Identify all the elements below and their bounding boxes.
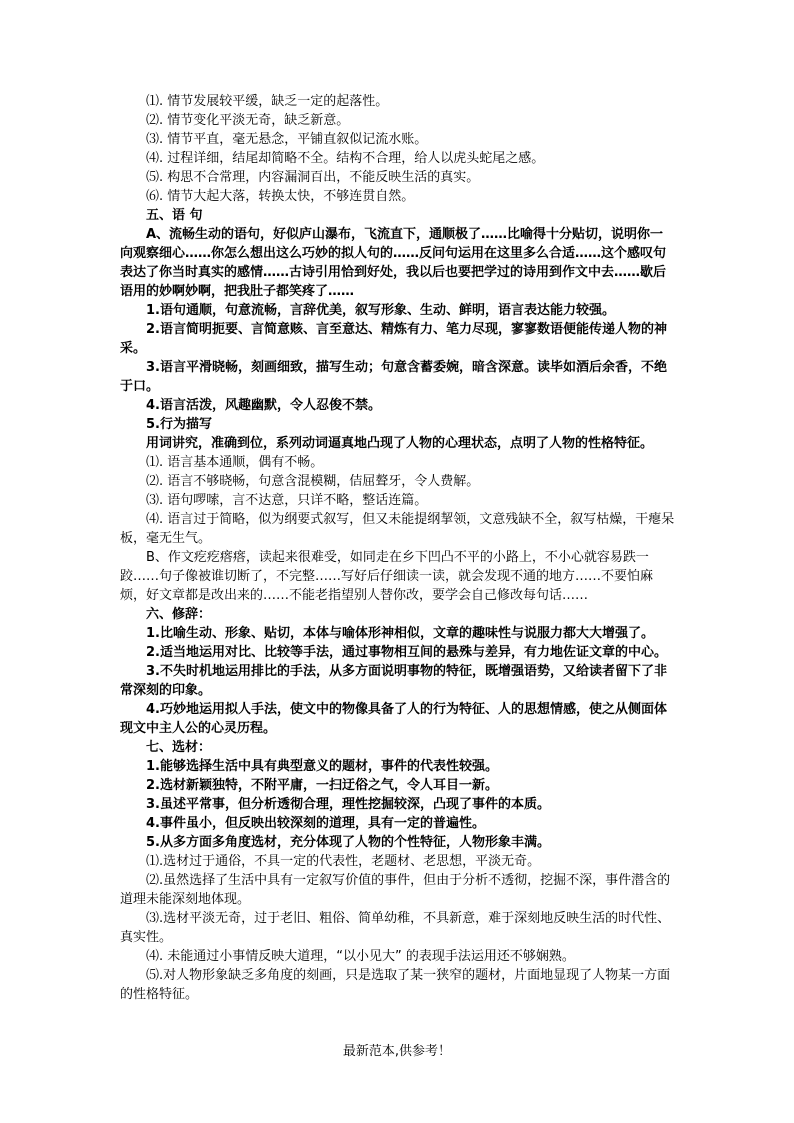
page-footer: 最新范本,供参考！ xyxy=(342,1044,452,1059)
section-5-b-text: B、作文疙疙瘩瘩，读起来很难受，如同走在乡下凹凸不平的小路上，不小心就容易跌一跤……句子像被谁切断了，不完整……写好后仔细读一读，就会发现不通的地方……不要怕麻烦，好文章都是改出来的……不能老指望别人替你改，要学会自己修改每句话…… xyxy=(120,550,654,603)
section-5-intro: A、流畅生动的语句，好似庐山瀑布，飞流直下，通顺极了……比喻得十分贴切，说明你一向观察细心……你怎么想出这么巧妙的拟人句的……反问句运用在这里多么合适……这个感叹句表达了你当时真实的感情……古诗引用恰到好处，我以后也要把学过的诗用到作文中去……歇后语用的妙啊妙啊，把我肚子都笑疼了…… xyxy=(120,227,667,299)
section-6-point-3: 3.不失时机地运用排比的手法，从多方面说明事物的特征，既增强语势，又给读者留下了非常深刻的印象。 xyxy=(120,664,667,698)
material-issue-3: ⑶.选材平淡无奇，过于老旧、粗俗、简单幼稚，不具新意，难于深刻地反映生活的时代性、真实性。 xyxy=(120,911,671,945)
language-issue-2: ⑵. 语言不够晓畅，句意含混模糊，佶屈聱牙，令人费解。 xyxy=(146,474,480,489)
material-issue-2: ⑵.虽然选择了生活中具有一定叙写价值的事件，但由于分析不透彻，挖掘不深，事件潜含的道理未能深刻地体现。 xyxy=(120,873,671,907)
section-6-point-1: 1.比喻生动、形象、贴切，本体与喻体形神相似，文章的趣味性与说服力都大大增强了。 xyxy=(146,626,654,641)
section-5-point-4: 4.语言活泼，风趣幽默，令人忍俊不禁。 xyxy=(146,398,381,413)
plot-issue-3: ⑶. 情节平直，毫无悬念，平铺直叙似记流水账。 xyxy=(146,132,428,147)
section-6-heading: 六、修辞： xyxy=(146,607,212,622)
document-body xyxy=(120,92,676,1004)
section-6-point-4: 4.巧妙地运用拟人手法，使文中的物像具备了人的行为特征、人的思想情感，使之从侧面体现文中主人公的心灵历程。 xyxy=(120,702,667,736)
section-5-point-3: 3.语言平滑晓畅，刻画细致，描写生动；句意含蓄委婉，暗含深意。读毕如酒后余香，不绝于口。 xyxy=(120,360,667,394)
language-issue-3: ⑶. 语句啰嗦，言不达意，只详不略，整话连篇。 xyxy=(146,493,428,508)
plot-issue-6: ⑹. 情节大起大落，转换太快，不够连贯自然。 xyxy=(146,189,415,204)
language-issue-4: ⑷. 语言过于简略，似为纲要式叙写，但又未能提纲挈领，文意残缺不全，叙写枯燥，干瘪呆板，毫无生气。 xyxy=(120,512,675,546)
behavior-text: 用词讲究，准确到位，系列动词逼真地凸现了人物的心理状态，点明了人物的性格特征。 xyxy=(146,436,654,451)
section-7-point-5: 5.从多方面多角度选材，充分体现了人物的个性特征，人物形象丰满。 xyxy=(146,835,550,850)
section-5-point-2: 2.语言简明扼要、言简意赅、言至意达、精炼有力、笔力尽现，寥寥数语便能传递人物的神采。 xyxy=(120,322,667,356)
material-issue-5: ⑸.对人物形象缺乏多角度的刻画，只是选取了某一狭窄的题材，片面地显现了人物某一方面的性格特征。 xyxy=(120,968,671,1002)
plot-issue-2: ⑵. 情节变化平淡无奇，缺乏新意。 xyxy=(146,113,350,128)
section-7-point-2: 2.选材新颖独特，不附平庸，一扫迂俗之气，令人耳目一新。 xyxy=(146,778,498,793)
material-issue-4: ⑷. 未能通过小事情反映大道理，“以小见大” 的表现手法运用还不够娴熟。 xyxy=(146,949,575,964)
section-7-point-3: 3.虽述平常事，但分析透彻合理，理性挖掘较深，凸现了事件的本质。 xyxy=(146,797,550,812)
plot-issue-5: ⑸. 构思不合常理，内容漏洞百出，不能反映生活的真实。 xyxy=(146,170,480,185)
plot-issue-4: ⑷. 过程详细，结尾却简略不全。结构不合理，给人以虎头蛇尾之感。 xyxy=(146,151,545,166)
behavior-heading: 5.行为描写 xyxy=(146,417,212,432)
section-5-point-1: 1.语句通顺，句意流畅，言辞优美，叙写形象、生动、鲜明，语言表达能力较强。 xyxy=(146,303,615,318)
material-issue-1: ⑴.选材过于通俗，不具一定的代表性，老题材、老思想，平淡无奇。 xyxy=(146,854,541,869)
plot-issue-1: ⑴. 情节发展较平缓，缺乏一定的起落性。 xyxy=(146,94,389,109)
section-7-heading: 七、选材： xyxy=(146,740,212,755)
section-7-point-1: 1.能够选择生活中具有典型意义的题材，事件的代表性较强。 xyxy=(146,759,498,774)
language-issue-1: ⑴. 语言基本通顺，偶有不畅。 xyxy=(146,455,324,470)
section-6-point-2: 2.适当地运用对比、比较等手法，通过事物相互间的悬殊与差异，有力地佐证文章的中心。 xyxy=(146,645,667,660)
section-5-heading: 五、语 句 xyxy=(146,208,203,223)
section-7-point-4: 4.事件虽小，但反映出较深刻的道理，具有一定的普遍性。 xyxy=(146,816,485,831)
